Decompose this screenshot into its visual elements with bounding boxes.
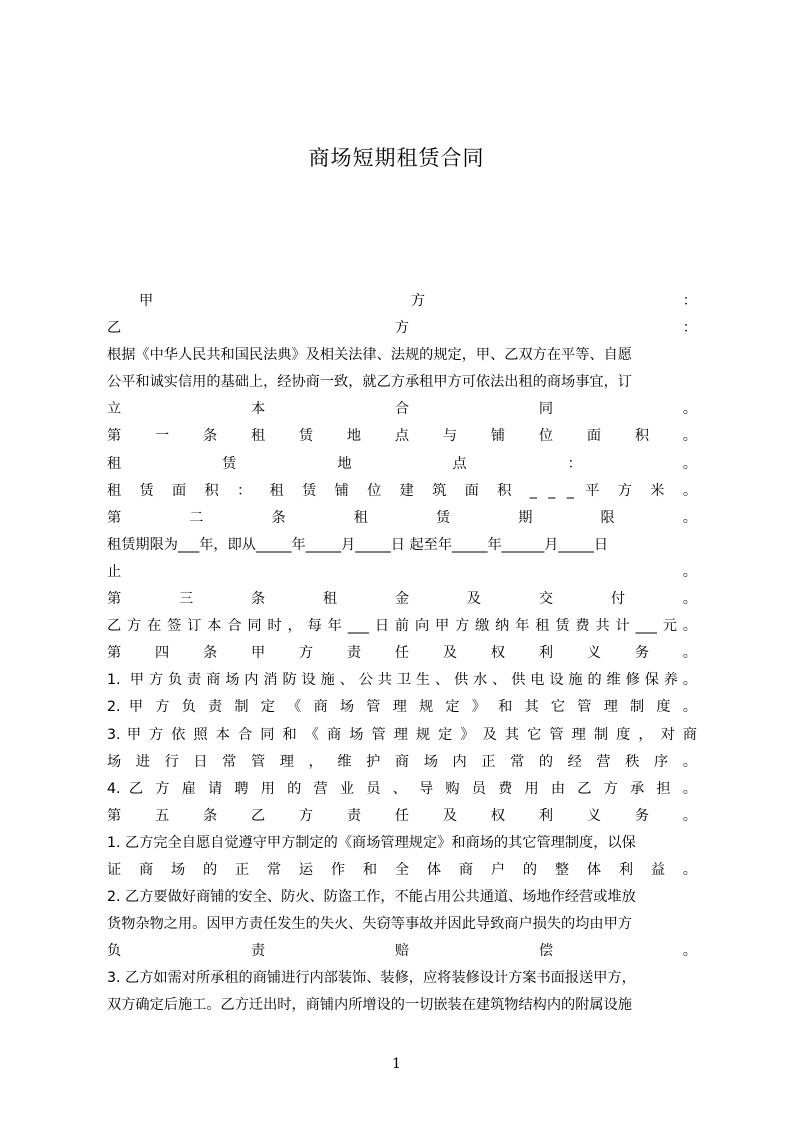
lease-term-line-2: 止 。	[107, 563, 697, 580]
article-5-item-1-line-2: 证 商 场 的 正 常 运 作 和 全 体 商 户 的 整 体 利 益 。	[107, 861, 697, 878]
article-5-item-3-line-1: 3. 乙方如需对所承租的商铺进行内部装饰、装修，应将装修设计方案书面报送甲方，	[107, 970, 636, 987]
preamble-line-3: 立 本 合 同 。	[107, 401, 697, 418]
party-a-line: 甲 方 ：	[139, 293, 697, 309]
preamble-line-2: 公平和诚实信用的基础上，经协商一致，就乙方承租甲方可依法出租的商场事宜，订	[107, 374, 632, 391]
article-1-heading: 第 一 条 租 赁 地 点 与 铺 位 面 积 。	[107, 428, 697, 445]
preamble-line-1: 根据《中华人民共和国民法典》及相关法律、法规的规定，甲、乙双方在平等、自愿	[107, 347, 632, 364]
document-body	[107, 288, 697, 1020]
article-5-item-1-line-1: 1. 乙方完全自愿自觉遵守甲方制定的《商场管理规定》和商场的其它管理制度，以保	[107, 834, 636, 851]
lease-term-line-1: 租赁期限为___年，即从_____年_____月_____日 起至年_____年______月_____日	[107, 536, 609, 553]
article-5-heading: 第 五 条 乙 方 责 任 及 权 利 义 务 。	[107, 807, 697, 824]
page-number: 1	[392, 1056, 401, 1072]
article-4-item-3-line-1: 3. 甲 方 依 照 本 合 同 和 《 商 场 管 理 规 定 》 及 其 它 管 理 制 度 ， 对 商	[107, 726, 697, 743]
article-2-heading: 第 二 条 租 赁 期 限 。	[107, 509, 697, 526]
lease-location-line: 租 赁 地 点 ： 。	[107, 455, 697, 472]
article-5-item-2-line-2: 货物杂物之用。因甲方责任发生的失火、失窃等事故并因此导致商户损失的均由甲方	[107, 916, 632, 933]
lease-area-line: 租 赁 面 积 ： 租 赁 铺 位 建 筑 面 积 _ _ _ 平 方 米 。	[107, 482, 697, 499]
article-4-item-2: 2. 甲 方 负 责 制 定 《 商 场 管 理 规 定 》 和 其 它 管 理 制 度 。	[107, 699, 697, 716]
rent-payment-line: 乙方在签订本合同时，每年___日前向甲方缴纳年租赁费共计___元。	[107, 618, 697, 635]
article-3-heading: 第 三 条 租 金 及 交 付 。	[107, 591, 697, 608]
document-title: 商场短期租赁合同	[308, 146, 485, 170]
article-4-item-1: 1. 甲方负责商场内消防设施、公共卫生、供水、供电设施的维修保养。	[107, 672, 697, 689]
article-4-item-4: 4. 乙 方 雇 请 聘 用 的 营 业 员 、 导 购 员 费 用 由 乙 方 承 担 。	[107, 780, 697, 797]
article-5-item-2-line-3: 负 责 赔 偿 。	[107, 943, 697, 960]
party-b-line: 乙 方 ：	[107, 320, 697, 337]
article-5-item-3-line-2: 双方确定后施工。乙方迁出时，商铺内所增设的一切嵌装在建筑物结构内的附属设施	[107, 997, 632, 1014]
article-5-item-2-line-1: 2. 乙方要做好商铺的安全、防火、防盗工作，不能占用公共通道、场地作经营或堆放	[107, 889, 636, 906]
article-4-heading: 第 四 条 甲 方 责 任 及 权 利 义 务 。	[107, 645, 697, 662]
article-4-item-3-line-2: 场 进 行 日 常 管 理 ， 维 护 商 场 内 正 常 的 经 营 秩 序 。	[107, 753, 697, 770]
